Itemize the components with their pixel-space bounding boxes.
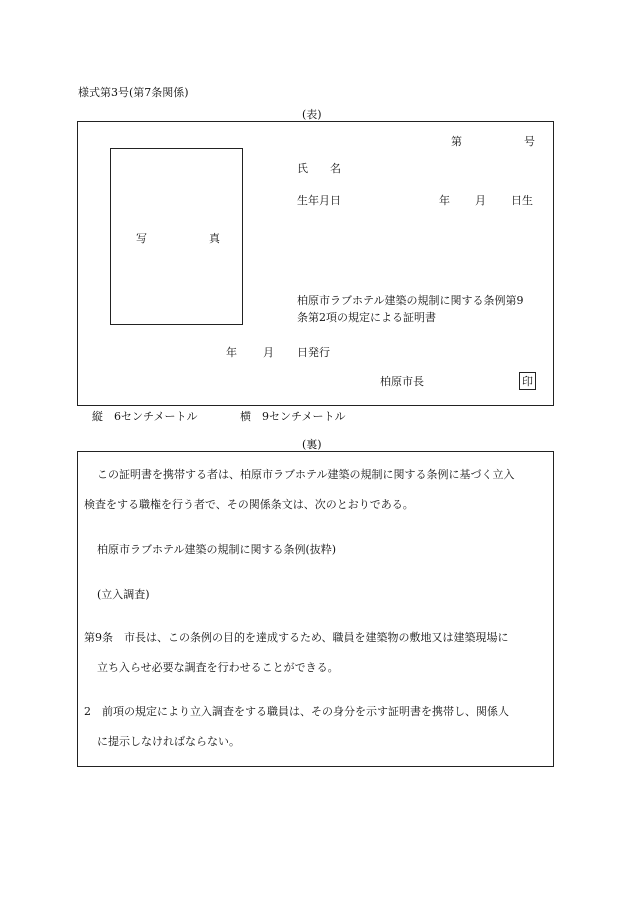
photo-label-left: 写 [136,232,147,245]
issue-month: 月 [263,346,274,359]
form-title: 様式第3号(第7条関係) [78,86,189,99]
issue-day: 日発行 [297,346,330,359]
dob-month: 月 [475,194,486,207]
paragraph-2-line-2: に提示しなければならない。 [97,735,240,748]
paragraph-1-line-2: 検査をする職権を行う者で、その関係条文は、次のとおりである。 [84,498,414,511]
certificate-line-2: 条第2項の規定による証明書 [297,311,436,324]
certificate-line-1: 柏原市ラブホテル建築の規制に関する条例第9 [297,294,524,307]
front-card [77,121,554,406]
issue-year: 年 [226,346,237,359]
back-card [77,451,554,767]
ordinance-title: 柏原市ラブホテル建築の規制に関する条例(抜粋) [97,543,337,556]
paragraph-2-line-1: 2 前項の規定により立入調査をする職員は、その身分を示す証明書を携帯し、関係人 [84,705,509,718]
paragraph-1-line-1: この証明書を携帯する者は、柏原市ラブホテル建築の規制に関する条例に基づく立入 [97,468,515,481]
name-label: 氏 名 [297,162,341,175]
dimension-horizontal: 横 9センチメートル [240,410,346,423]
dimension-vertical: 縦 6センチメートル [92,410,198,423]
photo-label-right: 真 [209,232,220,245]
number-prefix: 第 [451,135,462,148]
article-9-line-2: 立ち入らせ必要な調査を行わせることができる。 [97,661,339,674]
seal-mark: 印 [519,372,536,390]
section-heading: (立入調査) [97,588,150,601]
dob-year: 年 [439,194,450,207]
mayor-label: 柏原市長 [380,375,424,388]
number-suffix: 号 [524,135,535,148]
article-9-line-1: 第9条 市長は、この条例の目的を達成するため、職員を建築物の敷地又は建築現場に [84,631,509,644]
dob-day: 日生 [511,194,533,207]
photo-box [110,148,243,325]
dob-label: 生年月日 [297,194,341,207]
front-side-label: (表) [302,108,322,121]
back-side-label: (裏) [302,438,322,451]
